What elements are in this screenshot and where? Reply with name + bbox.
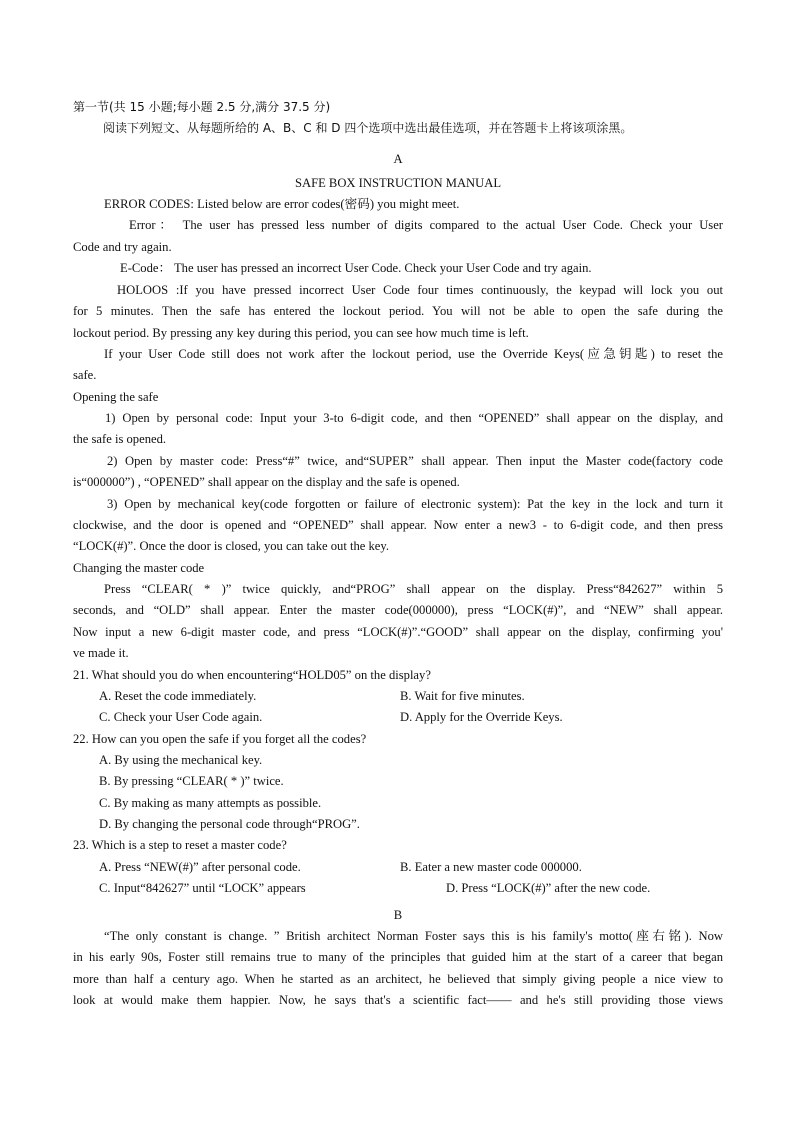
open-personal-cont: the safe is opened. bbox=[73, 432, 167, 446]
open-personal-line: 1) Open by personal code: Input your 3-to 6-digit code, and then “OPENED” shall appear on the display, and bbox=[105, 411, 723, 425]
question-22-stem: 22. How can you open the safe if you forget all the codes? bbox=[73, 732, 367, 746]
q22-option-b[interactable]: B. By pressing “CLEAR( * )” twice. bbox=[99, 774, 284, 788]
passage-b-line-4: look at would make them happier. Now, he says that's a scientific fact—— and he's still providing those views bbox=[73, 993, 723, 1007]
passage-b-line-2: in his early 90s, Foster still remains true to many of the principles that guided him at the start of a career that began bbox=[73, 950, 723, 964]
open-mechanical-line-2: clockwise, and the door is opened and “OPENED” shall appear. Now enter a new3 - to 6-digit code, and then press bbox=[73, 518, 723, 532]
section-header: 第一节(共 15 小题;每小题 2.5 分,满分 37.5 分) bbox=[73, 100, 331, 114]
open-master-line: 2) Open by master code: Press“#” twice, and“SUPER” shall appear. Then input the Master code(factory code bbox=[107, 454, 723, 468]
change-master-line-3: Now input a new 6-digit master code, and press “LOCK(#)”.“GOOD” shall appear on the display, confirming you' bbox=[73, 625, 723, 639]
open-master-cont: is“000000”) , “OPENED” shall appear on the display and the safe is opened. bbox=[73, 475, 460, 489]
passage-b-line: “The only constant is change. ” British architect Norman Foster says this is his family's motto(座右铭). Now bbox=[104, 929, 723, 943]
q22-option-d[interactable]: D. By changing the personal code through“PROG”. bbox=[99, 817, 360, 831]
override-line: If your User Code still does not work after the lockout period, use the Override Keys(应急钥匙) to reset the bbox=[104, 347, 723, 361]
change-master-line: Press “CLEAR( * )” twice quickly, and“PROG” shall appear on the display. Press“842627” within 5 bbox=[104, 582, 723, 596]
change-master-line-4: ve made it. bbox=[73, 646, 129, 660]
instruction: 阅读下列短文、从每题所给的 A、B、C 和 D 四个选项中选出最佳选项，并在答题卡上将该项涂黑。 bbox=[103, 121, 633, 135]
q21-option-b[interactable]: B. Wait for five minutes. bbox=[400, 689, 525, 703]
override-line-cont: safe. bbox=[73, 368, 97, 382]
q21-option-d[interactable]: D. Apply for the Override Keys. bbox=[400, 710, 563, 724]
holoos-line: HOLOOS :If you have pressed incorrect User Code four times continuously, the keypad will lock you out bbox=[117, 283, 723, 297]
passage-a-title: SAFE BOX INSTRUCTION MANUAL bbox=[294, 176, 502, 190]
passage-b-label: B bbox=[393, 908, 403, 922]
q23-option-c[interactable]: C. Input“842627” until “LOCK” appears bbox=[99, 881, 306, 895]
open-mechanical-line-3: “LOCK(#)”. Once the door is closed, you can take out the key. bbox=[73, 539, 390, 553]
opening-safe-heading: Opening the safe bbox=[73, 390, 159, 404]
question-21-stem: 21. What should you do when encountering“HOLD05” on the display? bbox=[73, 668, 431, 682]
passage-b-line-3: more than half a century ago. When he started as an architect, he believed that simply giving people a nice view to bbox=[73, 972, 723, 986]
error-line: Error： The user has pressed less number of digits compared to the actual User Code. Check your User bbox=[129, 218, 723, 232]
q23-option-d[interactable]: D. Press “LOCK(#)” after the new code. bbox=[446, 881, 651, 895]
error-line-cont: Code and try again. bbox=[73, 240, 172, 254]
holoos-line-2: for 5 minutes. Then the safe has entered the lockout period. You will not be able to open the safe during the bbox=[73, 304, 723, 318]
q21-option-a[interactable]: A. Reset the code immediately. bbox=[99, 689, 257, 703]
passage-a-label: A bbox=[393, 152, 403, 166]
error-codes-intro: ERROR CODES: Listed below are error codes(密码) you might meet. bbox=[104, 197, 460, 211]
q21-option-c[interactable]: C. Check your User Code again. bbox=[99, 710, 263, 724]
q23-option-a[interactable]: A. Press “NEW(#)” after personal code. bbox=[99, 860, 301, 874]
q22-option-c[interactable]: C. By making as many attempts as possible. bbox=[99, 796, 322, 810]
ecode-line: E-Code： The user has pressed an incorrect User Code. Check your User Code and try again. bbox=[120, 261, 592, 275]
holoos-line-3: lockout period. By pressing any key during this period, you can see how much time is left. bbox=[73, 326, 529, 340]
q23-option-b[interactable]: B. Eater a new master code 000000. bbox=[400, 860, 582, 874]
question-23-stem: 23. Which is a step to reset a master code? bbox=[73, 838, 287, 852]
q22-option-a[interactable]: A. By using the mechanical key. bbox=[99, 753, 263, 767]
change-master-line-2: seconds, and “OLD” shall appear. Enter the master code(000000), press “LOCK(#)”, and “NEW” shall appear. bbox=[73, 603, 723, 617]
open-mechanical-line: 3) Open by mechanical key(code forgotten or failure of electronic system): Pat the key in the lock and turn it bbox=[107, 497, 723, 511]
changing-master-heading: Changing the master code bbox=[73, 561, 205, 575]
